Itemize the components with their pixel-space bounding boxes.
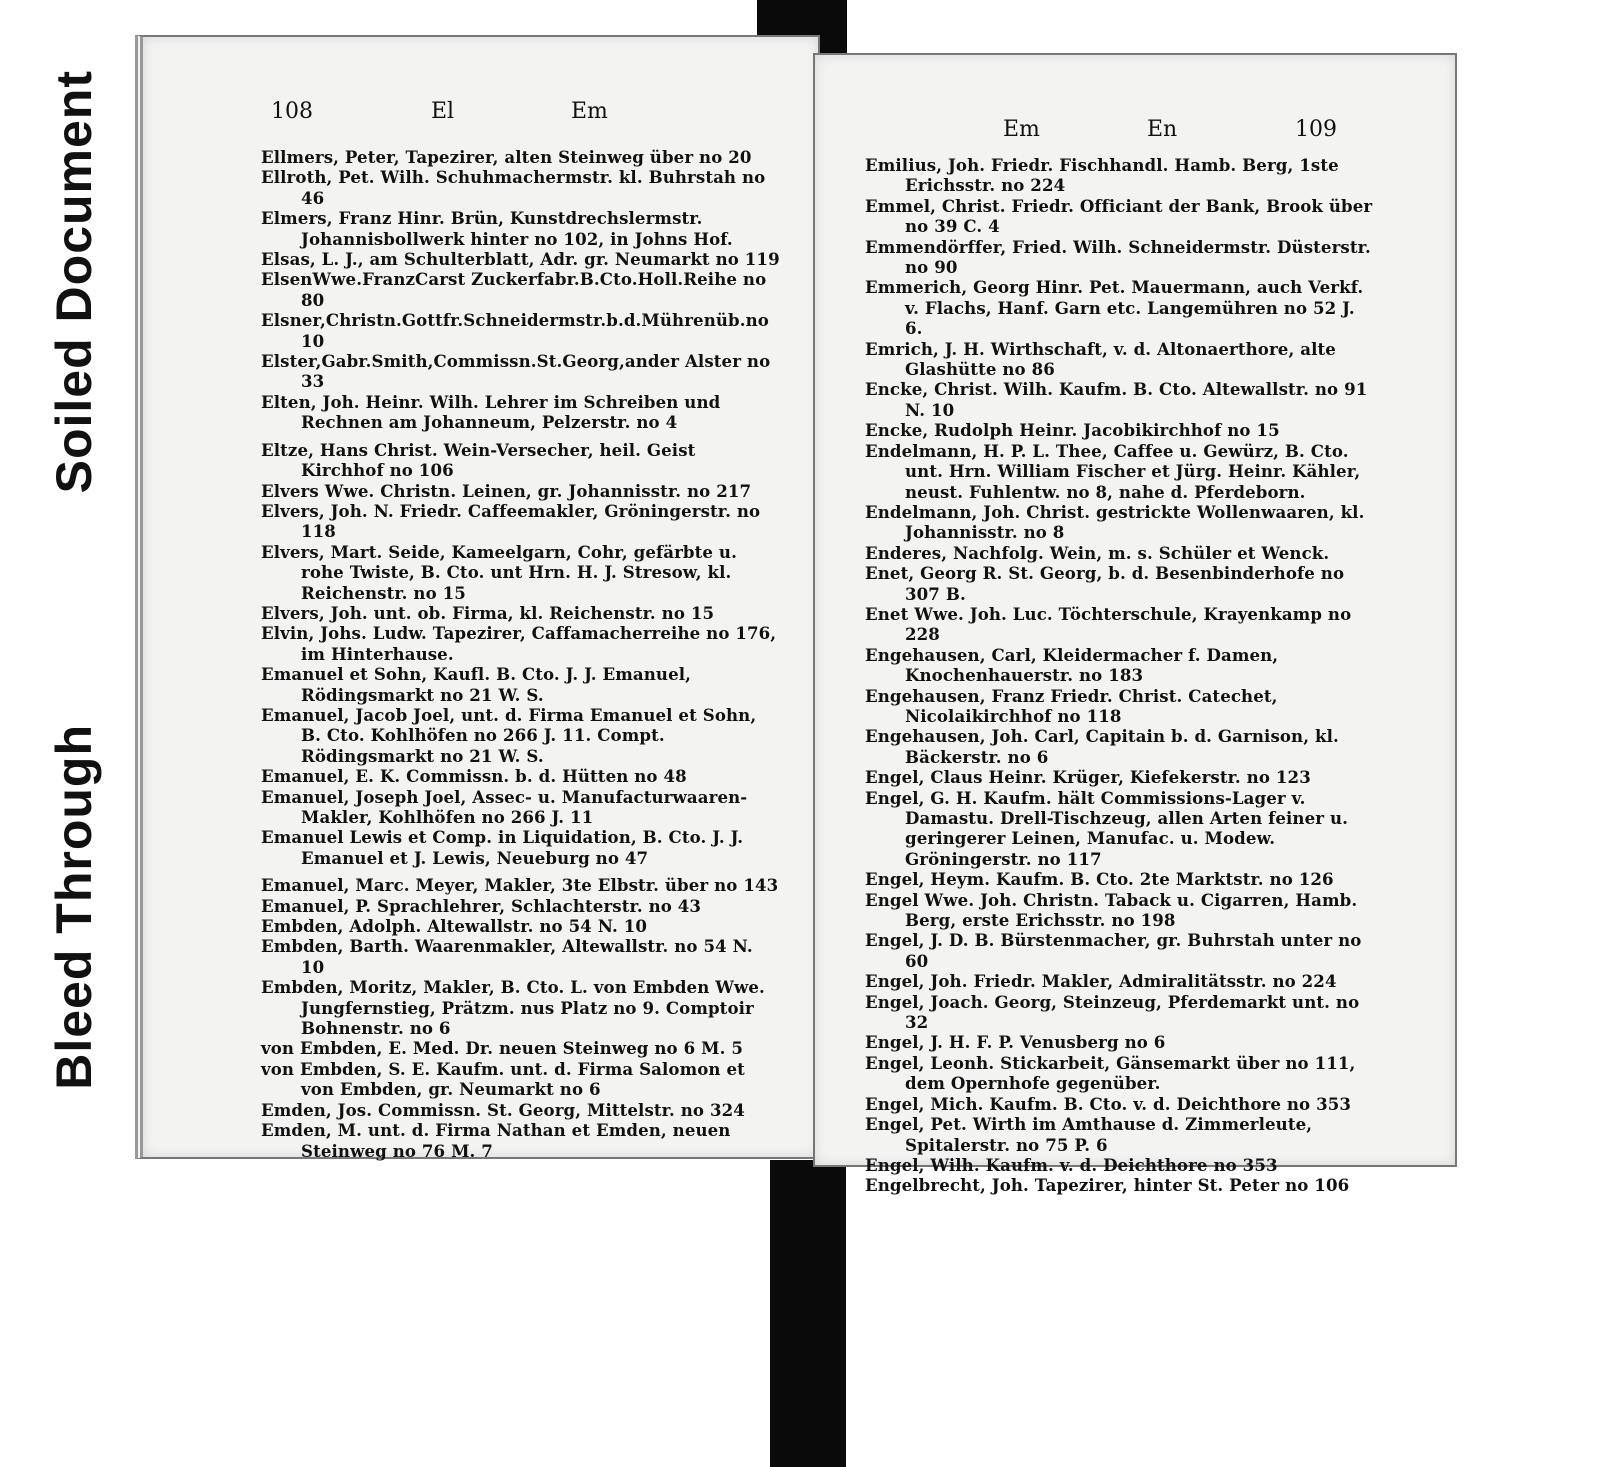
directory-entry: Enderes, Nachfolg. Wein, m. s. Schüler et Wenck.	[865, 542, 1330, 563]
directory-entry: ElsenWwe.FranzCarst Zuckerfabr.B.Cto.Holl.Reihe no 80	[261, 269, 767, 310]
directory-entry: Engel, Pet. Wirth im Amthause d. Zimmerleute, Spitalerstr. no 75 P. 6	[865, 1114, 1313, 1155]
directory-entry: Elsner,Christn.Gottfr.Schneidermstr.b.d.Mührenüb.no 10	[261, 310, 769, 351]
bleed-through-label: Bleed Through	[46, 724, 102, 1090]
right-entry-list	[865, 155, 1375, 1196]
directory-entry: Elsas, L. J., am Schulterblatt, Adr. gr. Neumarkt no 119	[261, 249, 780, 270]
directory-entry: Enet Wwe. Joh. Luc. Töchterschule, Krayenkamp no 228	[865, 603, 1352, 645]
directory-entry: Elvin, Johs. Ludw. Tapezirer, Caffamacherreihe no 176, im Hinterhause.	[261, 623, 777, 664]
directory-entry: Ellmers, Peter, Tapezirer, alten Steinweg über no 20	[261, 147, 752, 167]
directory-entry: Emden, Jos. Commissn. St. Georg, Mittelstr. no 324	[261, 1099, 745, 1120]
directory-entry: Engel Wwe. Joh. Christn. Taback u. Cigarren, Hamb. Berg, erste Erichsstr. no 198	[865, 889, 1358, 931]
directory-entry: Embden, Moritz, Makler, B. Cto. L. von Embden Wwe. Jungfernstieg, Prätzm. nus Platz no 9. Comptoir Bohnenstr. no 6	[261, 977, 765, 1039]
directory-entry: Engel, Joach. Georg, Steinzeug, Pferdemarkt unt. no 32	[865, 991, 1360, 1033]
page-number-left: 108	[271, 99, 313, 124]
directory-entry: Engel, Wilh. Kaufm. v. d. Deichthore no 353	[865, 1154, 1278, 1175]
directory-entry: Elvers Wwe. Christn. Leinen, gr. Johannisstr. no 217	[261, 480, 752, 501]
left-page-header	[143, 99, 818, 129]
directory-entry: Encke, Rudolph Heinr. Jacobikirchhof no 15	[865, 420, 1280, 441]
directory-entry: Engel, J. H. F. P. Venusberg no 6	[865, 1032, 1166, 1053]
directory-entry: Engelbrecht, Joh. Tapezirer, hinter St. Peter no 106	[865, 1175, 1350, 1196]
directory-entry: Emanuel, Jacob Joel, unt. d. Firma Emanuel et Sohn, B. Cto. Kohlhöfen no 266 J. 11. Compt. Rödingsmarkt no 21 W. S.	[261, 704, 757, 766]
directory-entry: von Embden, E. Med. Dr. neuen Steinweg no 6 M. 5	[261, 1038, 743, 1059]
directory-entry: von Embden, S. E. Kaufm. unt. d. Firma Salomon et von Embden, gr. Neumarkt no 6	[261, 1058, 745, 1100]
directory-entry: Elvers, Mart. Seide, Kameelgarn, Cohr, gefärbte u. rohe Twiste, B. Cto. unt Hrn. H. J. Stresow, kl. Reichenstr. no 15	[261, 541, 737, 603]
directory-entry: Emanuel, E. K. Commissn. b. d. Hütten no 48	[261, 766, 687, 787]
soiled-document-label: Soiled Document	[46, 70, 102, 494]
left-entry-list	[261, 147, 781, 1161]
directory-entry: Engel, Mich. Kaufm. B. Cto. v. d. Deichthore no 353	[865, 1093, 1352, 1114]
spine-shadow-bottom	[770, 1160, 846, 1467]
directory-entry: Elster,Gabr.Smith,Commissn.St.Georg,ander Alster no 33	[261, 351, 771, 392]
directory-entry: Encke, Christ. Wilh. Kaufm. B. Cto. Altewallstr. no 91 N. 10	[865, 379, 1368, 420]
directory-entry: Eltze, Hans Christ. Wein-Versecher, heil. Geist Kirchhof no 106	[261, 439, 696, 481]
directory-entry: Engel, Claus Heinr. Krüger, Kiefekerstr. no 123	[865, 767, 1311, 788]
directory-entry: Engel, Heym. Kaufm. B. Cto. 2te Marktstr. no 126	[865, 869, 1334, 890]
directory-entry: Emrich, J. H. Wirthschaft, v. d. Altonaerthore, alte Glashütte no 86	[865, 338, 1336, 380]
directory-entry: Emilius, Joh. Friedr. Fischhandl. Hamb. Berg, 1ste Erichsstr. no 224	[865, 155, 1339, 196]
directory-entry: Endelmann, H. P. L. Thee, Caffee u. Gewürz, B. Cto. unt. Hrn. William Fischer et Jürg. Heinr. Kähler, neust. Fuhlentw. no 8, nahe d. Pferdeborn.	[865, 440, 1361, 502]
directory-entry: Ellroth, Pet. Wilh. Schuhmachermstr. kl. Buhrstah no 46	[261, 167, 766, 208]
directory-entry: Emanuel Lewis et Comp. in Liquidation, B. Cto. J. J. Emanuel et J. Lewis, Neueburg no 47	[261, 827, 744, 868]
directory-entry: Elvers, Joh. N. Friedr. Caffeemakler, Gröningerstr. no 118	[261, 500, 761, 542]
directory-entry: Engel, Leonh. Stickarbeit, Gänsemarkt über no 111, dem Opernhofe gegenüber.	[865, 1052, 1356, 1094]
directory-entry: Engel, Joh. Friedr. Makler, Admiralitätsstr. no 224	[865, 971, 1337, 992]
right-page-header	[815, 117, 1455, 147]
directory-entry: Engel, J. D. B. Bürstenmacher, gr. Buhrstah unter no 60	[865, 930, 1362, 971]
directory-entry: Embden, Adolph. Altewallstr. no 54 N. 10	[261, 916, 648, 937]
header-mid-left: El	[431, 99, 455, 124]
directory-entry: Engehausen, Franz Friedr. Christ. Catechet, Nicolaikirchhof no 118	[865, 685, 1278, 726]
right-page	[813, 53, 1457, 1196]
header-mid-right: En	[1147, 117, 1178, 142]
directory-entry: Emanuel, Joseph Joel, Assec- u. Manufacturwaaren-Makler, Kohlhöfen no 266 J. 11	[261, 786, 748, 827]
directory-entry: Engehausen, Carl, Kleidermacher f. Damen, Knochenhauerstr. no 183	[865, 644, 1279, 686]
directory-entry: Emanuel, P. Sprachlehrer, Schlachterstr. no 43	[261, 895, 702, 916]
directory-entry: Endelmann, Joh. Christ. gestrickte Wollenwaaren, kl. Johannisstr. no 8	[865, 501, 1365, 543]
directory-entry: Emanuel et Sohn, Kaufl. B. Cto. J. J. Emanuel, Rödingsmarkt no 21 W. S.	[261, 664, 692, 705]
directory-entry: Elvers, Joh. unt. ob. Firma, kl. Reichenstr. no 15	[261, 602, 715, 623]
directory-entry: Engehausen, Joh. Carl, Capitain b. d. Garnison, kl. Bäckerstr. no 6	[865, 726, 1339, 767]
directory-entry: Embden, Barth. Waarenmakler, Altewallstr. no 54 N. 10	[261, 936, 753, 977]
directory-entry: Emmendörffer, Fried. Wilh. Schneidermstr. Düsterstr. no 90	[865, 236, 1371, 278]
directory-entry: Enet, Georg R. St. Georg, b. d. Besenbinderhofe no 307 B.	[865, 563, 1345, 604]
directory-entry: Emden, M. unt. d. Firma Nathan et Emden, neuen Steinweg no 76 M. 7	[261, 1120, 731, 1161]
directory-entry: Engel, G. H. Kaufm. hält Commissions-Lager v. Damastu. Drell-Tischzeug, allen Arten feiner u. geringerer Leinen, Manufac. u. Modew. Gröningerstr. no 117	[865, 787, 1348, 869]
directory-entry: Emmel, Christ. Friedr. Officiant der Bank, Brook über no 39 C. 4	[865, 195, 1373, 237]
directory-entry: Emmerich, Georg Hinr. Pet. Mauermann, auch Verkf. v. Flachs, Hanf. Garn etc. Langemühren no 52 J. 6.	[865, 277, 1364, 339]
directory-entry: Elmers, Franz Hinr. Brün, Kunstdrechslermstr. Johannisbollwerk hinter no 102, in Johns Hof.	[261, 208, 733, 249]
left-page	[135, 35, 820, 1159]
scan-label	[30, 70, 118, 1090]
page-number-right: 109	[1295, 117, 1337, 142]
directory-entry: Elten, Joh. Heinr. Wilh. Lehrer im Schreiben und Rechnen am Johanneum, Pelzerstr. no 4	[261, 391, 721, 433]
directory-entry: Emanuel, Marc. Meyer, Makler, 3te Elbstr. über no 143	[261, 875, 779, 896]
header-left-right: Em	[1003, 117, 1040, 142]
header-right-left: Em	[571, 99, 608, 124]
